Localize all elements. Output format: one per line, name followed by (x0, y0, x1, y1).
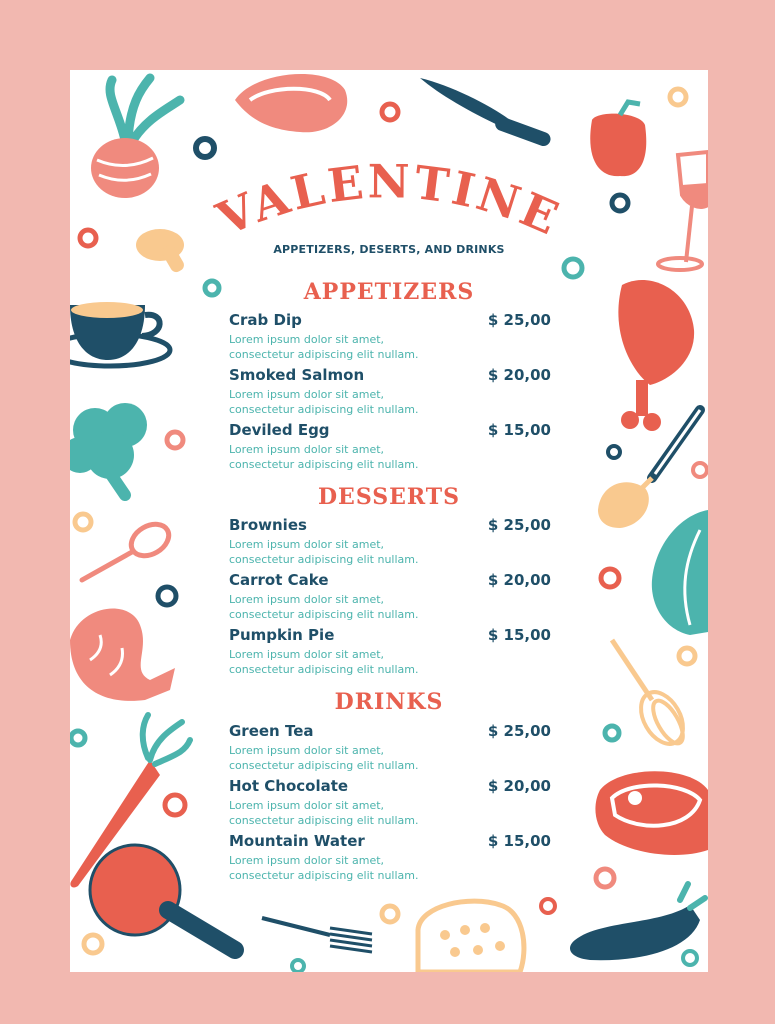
menu-subtitle: APPETIZERS, DESERTS, AND DRINKS (273, 243, 505, 256)
item-price: $ 25,00 (487, 516, 551, 534)
menu-item-crab-dip (229, 311, 551, 362)
section-title-drinks: DRINKS (334, 689, 444, 715)
item-price: $ 20,00 (487, 366, 551, 384)
item-description-line: Lorem ipsum dolor sit amet, (229, 333, 385, 346)
item-description (229, 853, 459, 883)
item-description-line: Lorem ipsum dolor sit amet, (229, 538, 385, 551)
item-price: $ 15,00 (487, 626, 551, 644)
item-description-line: Lorem ipsum dolor sit amet, (229, 443, 385, 456)
item-price: $ 25,00 (487, 311, 551, 329)
item-description (229, 592, 459, 622)
item-name: Carrot Cake (229, 571, 329, 589)
item-description-line: consectetur adipiscing elit nullam. (229, 403, 419, 416)
menu-item-smoked-salmon (229, 366, 551, 417)
item-description-line: consectetur adipiscing elit nullam. (229, 759, 419, 772)
item-description (229, 537, 459, 567)
section-title-desserts: DESSERTS (317, 484, 461, 510)
item-price: $ 20,00 (487, 571, 551, 589)
item-price: $ 15,00 (487, 832, 551, 850)
item-description (229, 332, 459, 362)
item-name: Brownies (229, 516, 307, 534)
item-description (229, 647, 459, 677)
item-name: Deviled Egg (229, 421, 330, 439)
item-price: $ 15,00 (487, 421, 551, 439)
item-description-line: consectetur adipiscing elit nullam. (229, 348, 419, 361)
menu-title-text: VALENTINE (209, 154, 569, 247)
menu-item-mountain-water (229, 832, 551, 883)
section-title-appetizers: APPETIZERS (303, 279, 475, 305)
item-name: Hot Chocolate (229, 777, 349, 795)
item-description-line: consectetur adipiscing elit nullam. (229, 814, 419, 827)
menu-item-carrot-cake (229, 571, 551, 622)
menu-item-hot-chocolate (229, 777, 551, 828)
item-name: Pumpkin Pie (229, 626, 335, 644)
item-description (229, 798, 459, 828)
item-description-line: Lorem ipsum dolor sit amet, (229, 648, 385, 661)
item-description (229, 387, 459, 417)
item-description-line: consectetur adipiscing elit nullam. (229, 553, 419, 566)
item-description-line: Lorem ipsum dolor sit amet, (229, 854, 385, 867)
item-name: Green Tea (229, 722, 314, 740)
menu-item-deviled-egg (229, 421, 551, 472)
item-description-line: Lorem ipsum dolor sit amet, (229, 744, 385, 757)
item-price: $ 25,00 (487, 722, 551, 740)
item-description (229, 442, 459, 472)
corn-icon (418, 901, 524, 972)
item-name: Mountain Water (229, 832, 365, 850)
item-price: $ 20,00 (487, 777, 551, 795)
item-description (229, 743, 459, 773)
item-description-line: consectetur adipiscing elit nullam. (229, 663, 419, 676)
menu-item-brownies (229, 516, 551, 567)
menu-title-arc (70, 70, 708, 270)
item-description-line: consectetur adipiscing elit nullam. (229, 458, 419, 471)
menu-title (208, 154, 568, 246)
item-description-line: consectetur adipiscing elit nullam. (229, 869, 419, 882)
menu-item-pumpkin-pie (229, 626, 551, 677)
item-description-line: Lorem ipsum dolor sit amet, (229, 799, 385, 812)
item-name: Smoked Salmon (229, 366, 365, 384)
item-description-line: Lorem ipsum dolor sit amet, (229, 388, 385, 401)
item-name: Crab Dip (229, 311, 302, 329)
item-description-line: Lorem ipsum dolor sit amet, (229, 593, 385, 606)
item-description-line: consectetur adipiscing elit nullam. (229, 608, 419, 621)
menu-item-green-tea (229, 722, 551, 773)
